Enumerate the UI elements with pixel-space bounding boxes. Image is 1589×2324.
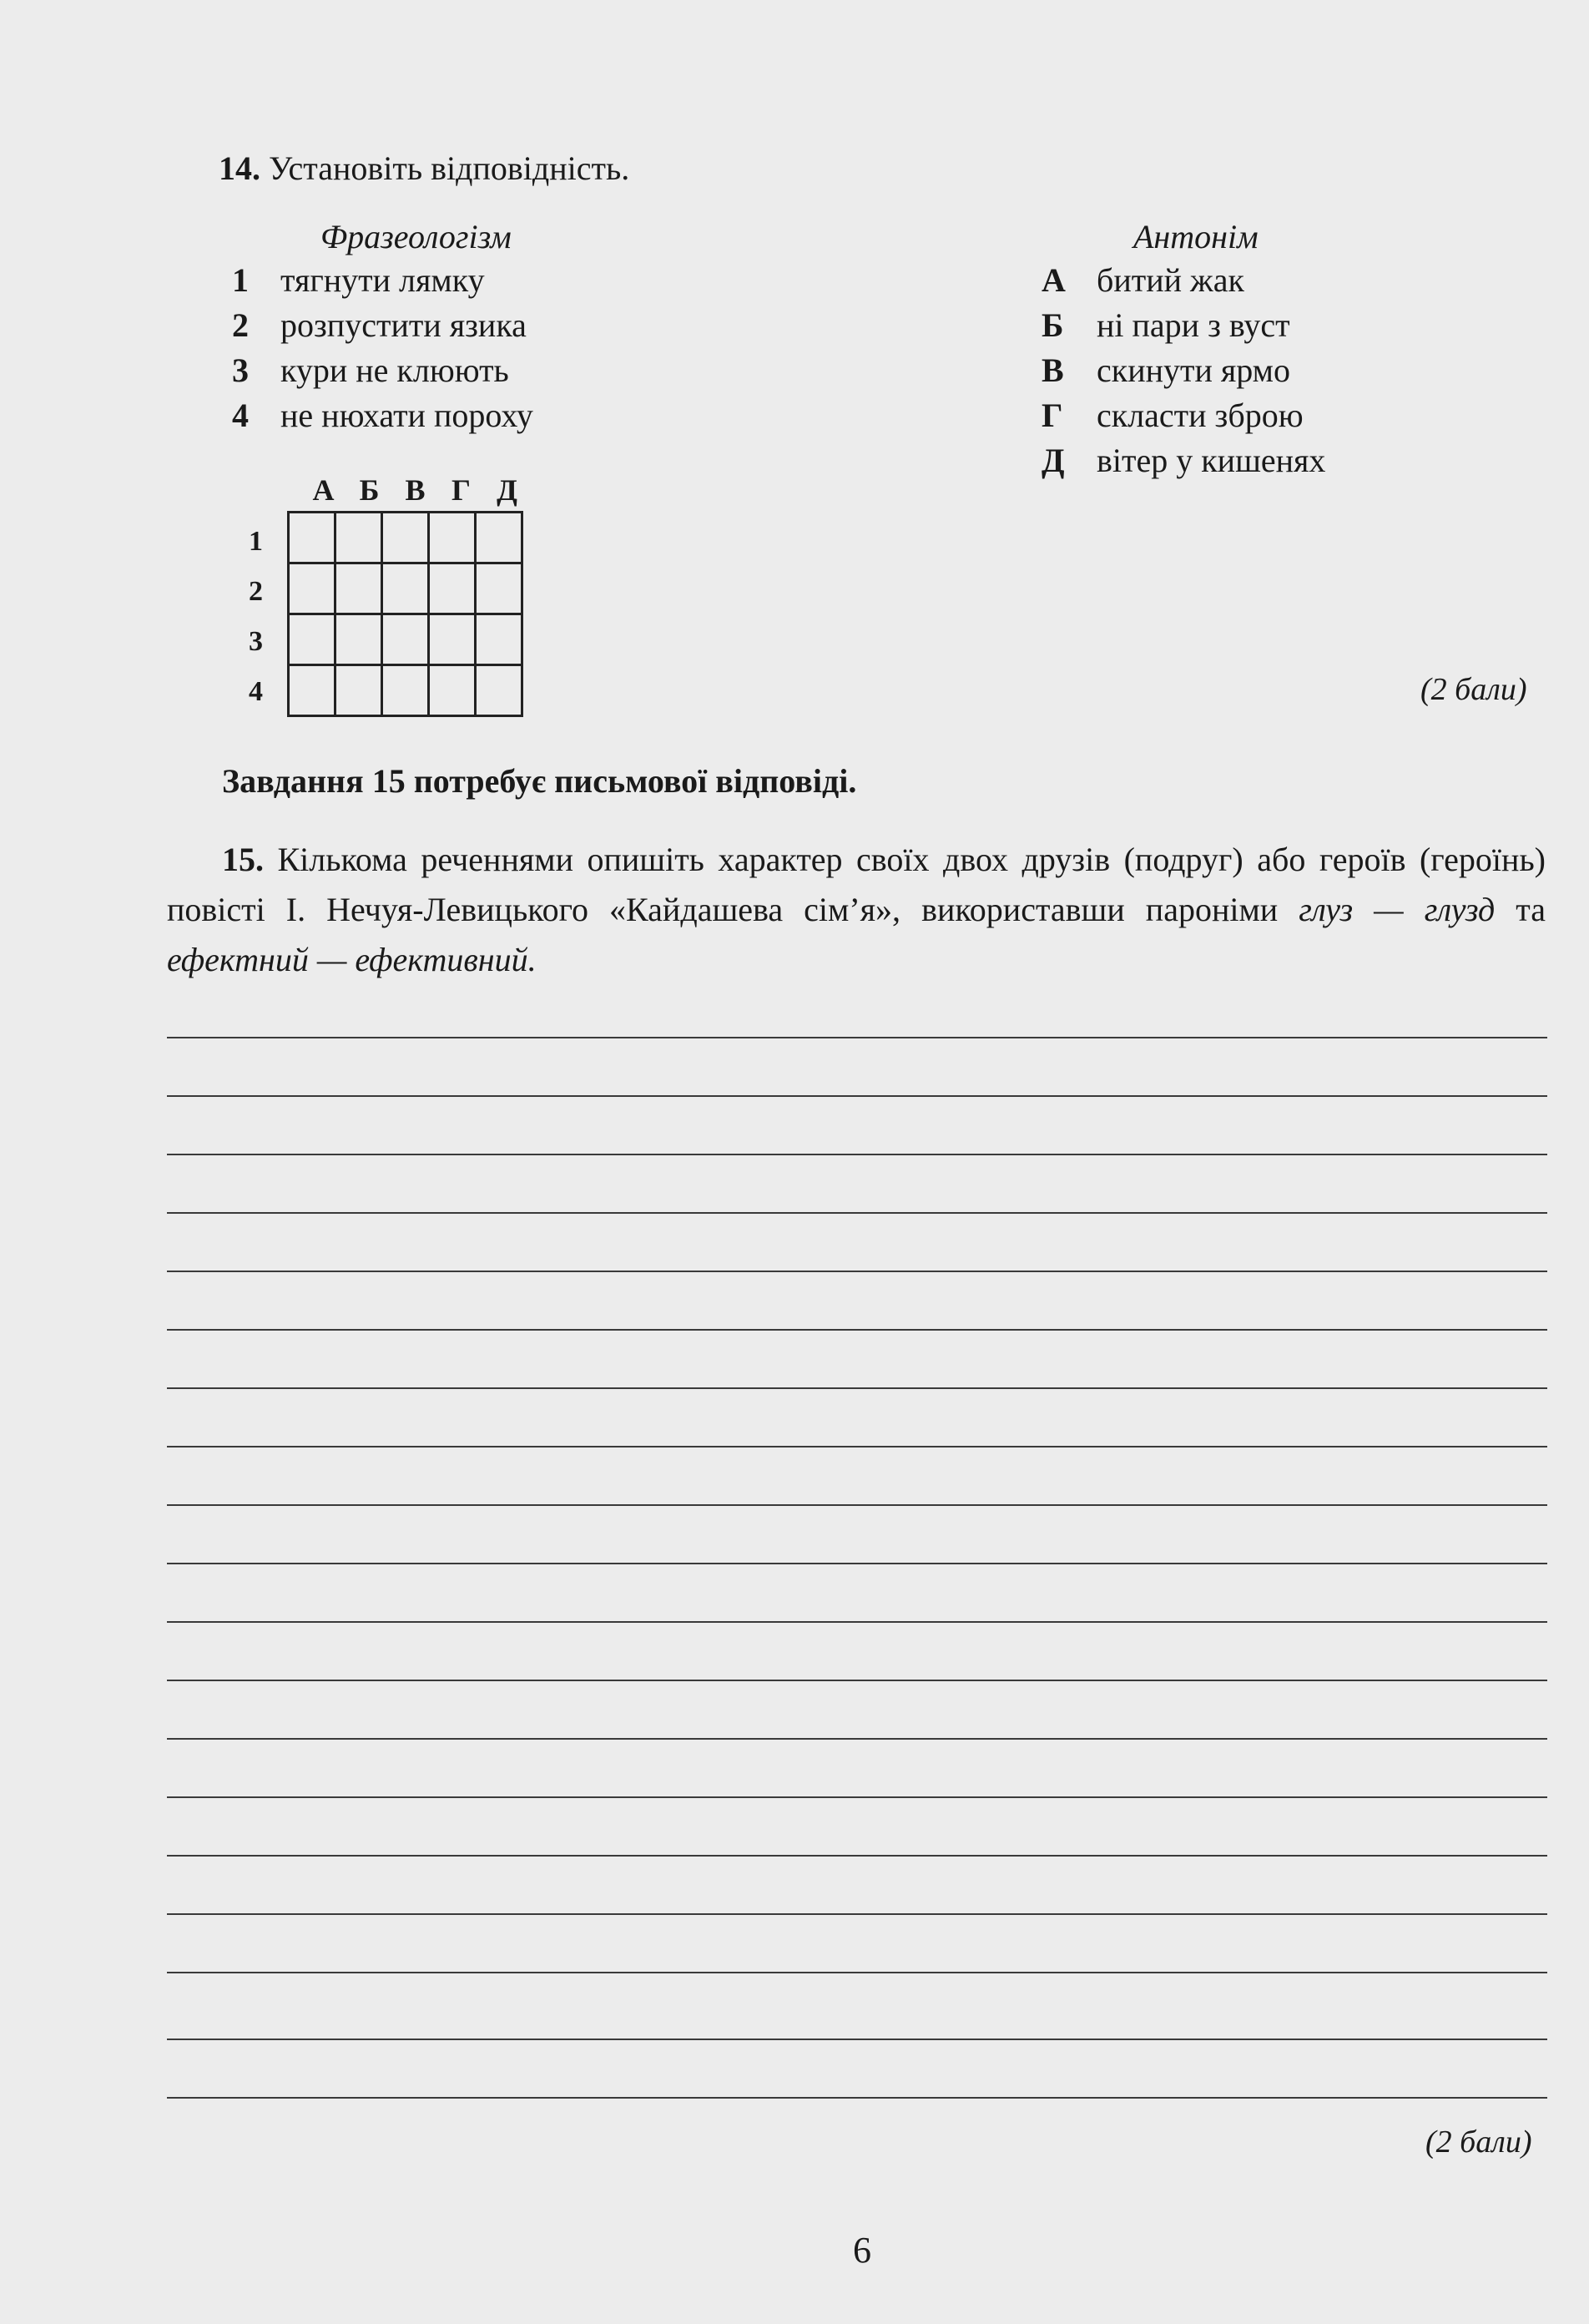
answer-line[interactable] — [167, 1621, 1547, 1623]
q14-left-item — [209, 306, 527, 345]
answer-grid — [287, 511, 523, 717]
grid-column-label: Б — [359, 473, 380, 507]
answer-line[interactable] — [167, 1913, 1547, 1915]
q15-paronym-2: ефектний — ефективний. — [167, 941, 537, 978]
grid-cell[interactable] — [335, 513, 382, 563]
grid-cell[interactable] — [476, 563, 522, 614]
q14-right-header: Антонім — [1133, 218, 1259, 255]
grid-row-label: 3 — [249, 626, 263, 657]
q15-number: 15. — [222, 841, 264, 878]
q14-title: Установіть відповідність. — [269, 149, 630, 187]
answer-line[interactable] — [167, 2097, 1547, 2099]
grid-cell[interactable] — [476, 614, 522, 665]
grid-cell[interactable] — [429, 513, 476, 563]
answer-line[interactable] — [167, 1387, 1547, 1389]
grid-cell[interactable] — [382, 563, 429, 614]
grid-cell[interactable] — [382, 513, 429, 563]
grid-cell[interactable] — [382, 665, 429, 716]
q14-left-item — [209, 351, 509, 390]
grid-cell[interactable] — [429, 665, 476, 716]
item-text: ні пари з вуст — [1097, 306, 1290, 344]
answer-line[interactable] — [167, 1212, 1547, 1214]
grid-cell[interactable] — [429, 563, 476, 614]
item-letter: А — [1042, 261, 1066, 299]
q15-score: (2 бали) — [1425, 2124, 1532, 2160]
q15-paronym-1: глуз — глузд — [1299, 891, 1496, 928]
grid-row — [289, 665, 522, 716]
answer-line[interactable] — [167, 1972, 1547, 1973]
grid-row-label: 1 — [249, 526, 263, 557]
grid-cell[interactable] — [335, 614, 382, 665]
grid-cell[interactable] — [476, 665, 522, 716]
q15-text: Кількома реченнями опишіть характер своїх двох друзів (подруг) або героїв (героїнь) повісті І. Нечуя-Левицького «Кайдашева сім’я», використавши пароніми — [167, 841, 1546, 928]
grid-cell[interactable] — [335, 665, 382, 716]
answer-line[interactable] — [167, 1738, 1547, 1740]
grid-cell[interactable] — [476, 513, 522, 563]
answer-line[interactable] — [167, 2039, 1547, 2040]
grid-cell[interactable] — [429, 614, 476, 665]
answer-line[interactable] — [167, 1796, 1547, 1798]
grid-column-label: Д — [497, 473, 517, 507]
q14-right-item — [1042, 441, 1325, 480]
grid-row — [289, 513, 522, 563]
item-number: 3 — [232, 351, 249, 389]
grid-row — [289, 563, 522, 614]
item-text: тягнути лямку — [280, 261, 485, 299]
q14-left-item — [209, 260, 485, 300]
answer-grid-rows — [249, 511, 263, 711]
item-letter: Б — [1042, 306, 1064, 344]
q14-left-header: Фразеологізм — [320, 218, 512, 255]
q14-number: 14. — [219, 149, 260, 187]
item-number: 4 — [232, 397, 249, 434]
q14-right-item — [1042, 306, 1290, 345]
q15-text-mid: та — [1495, 891, 1546, 928]
grid-cell[interactable] — [289, 665, 335, 716]
q14-right-item — [1042, 396, 1304, 435]
q14-right-item — [1042, 351, 1290, 390]
answer-line[interactable] — [167, 1037, 1547, 1038]
q15-prompt — [167, 835, 1546, 985]
item-text: вітер у кишенях — [1097, 442, 1326, 479]
grid-row-label: 4 — [249, 676, 263, 707]
answer-line[interactable] — [167, 1563, 1547, 1564]
grid-row — [289, 614, 522, 665]
item-number: 2 — [232, 306, 249, 344]
grid-row-label: 2 — [249, 576, 263, 607]
answer-line[interactable] — [167, 1271, 1547, 1272]
section-15-header: Завдання 15 потребує письмової відповіді. — [222, 762, 857, 800]
grid-column-label: А — [312, 473, 335, 507]
answer-line[interactable] — [167, 1154, 1547, 1155]
item-text: не нюхати пороху — [280, 397, 533, 434]
answer-line[interactable] — [167, 1504, 1547, 1506]
item-text: скинути ярмо — [1097, 351, 1290, 389]
item-letter: Г — [1042, 397, 1063, 434]
answer-line[interactable] — [167, 1446, 1547, 1447]
grid-cell[interactable] — [289, 563, 335, 614]
q14-score: (2 бали) — [1420, 672, 1527, 707]
answer-line[interactable] — [167, 1329, 1547, 1331]
grid-cell[interactable] — [289, 614, 335, 665]
answer-line[interactable] — [167, 1680, 1547, 1681]
grid-cell[interactable] — [289, 513, 335, 563]
grid-cell[interactable] — [382, 614, 429, 665]
item-text: розпустити язика — [280, 306, 527, 344]
grid-cell[interactable] — [335, 563, 382, 614]
item-text: скласти зброю — [1097, 397, 1304, 434]
q14-heading — [219, 149, 629, 188]
q14-left-item — [209, 396, 533, 435]
grid-column-label: В — [405, 473, 426, 507]
answer-line[interactable] — [167, 1855, 1547, 1857]
answer-grid-columns — [300, 472, 530, 508]
item-text: кури не клюють — [280, 351, 509, 389]
q14-right-item — [1042, 260, 1244, 300]
item-text: битий жак — [1097, 261, 1244, 299]
item-letter: В — [1042, 351, 1064, 389]
answer-line[interactable] — [167, 1095, 1547, 1097]
grid-column-label: Г — [451, 473, 471, 507]
page-number: 6 — [853, 2230, 871, 2271]
item-number: 1 — [232, 261, 249, 299]
item-letter: Д — [1042, 442, 1065, 479]
